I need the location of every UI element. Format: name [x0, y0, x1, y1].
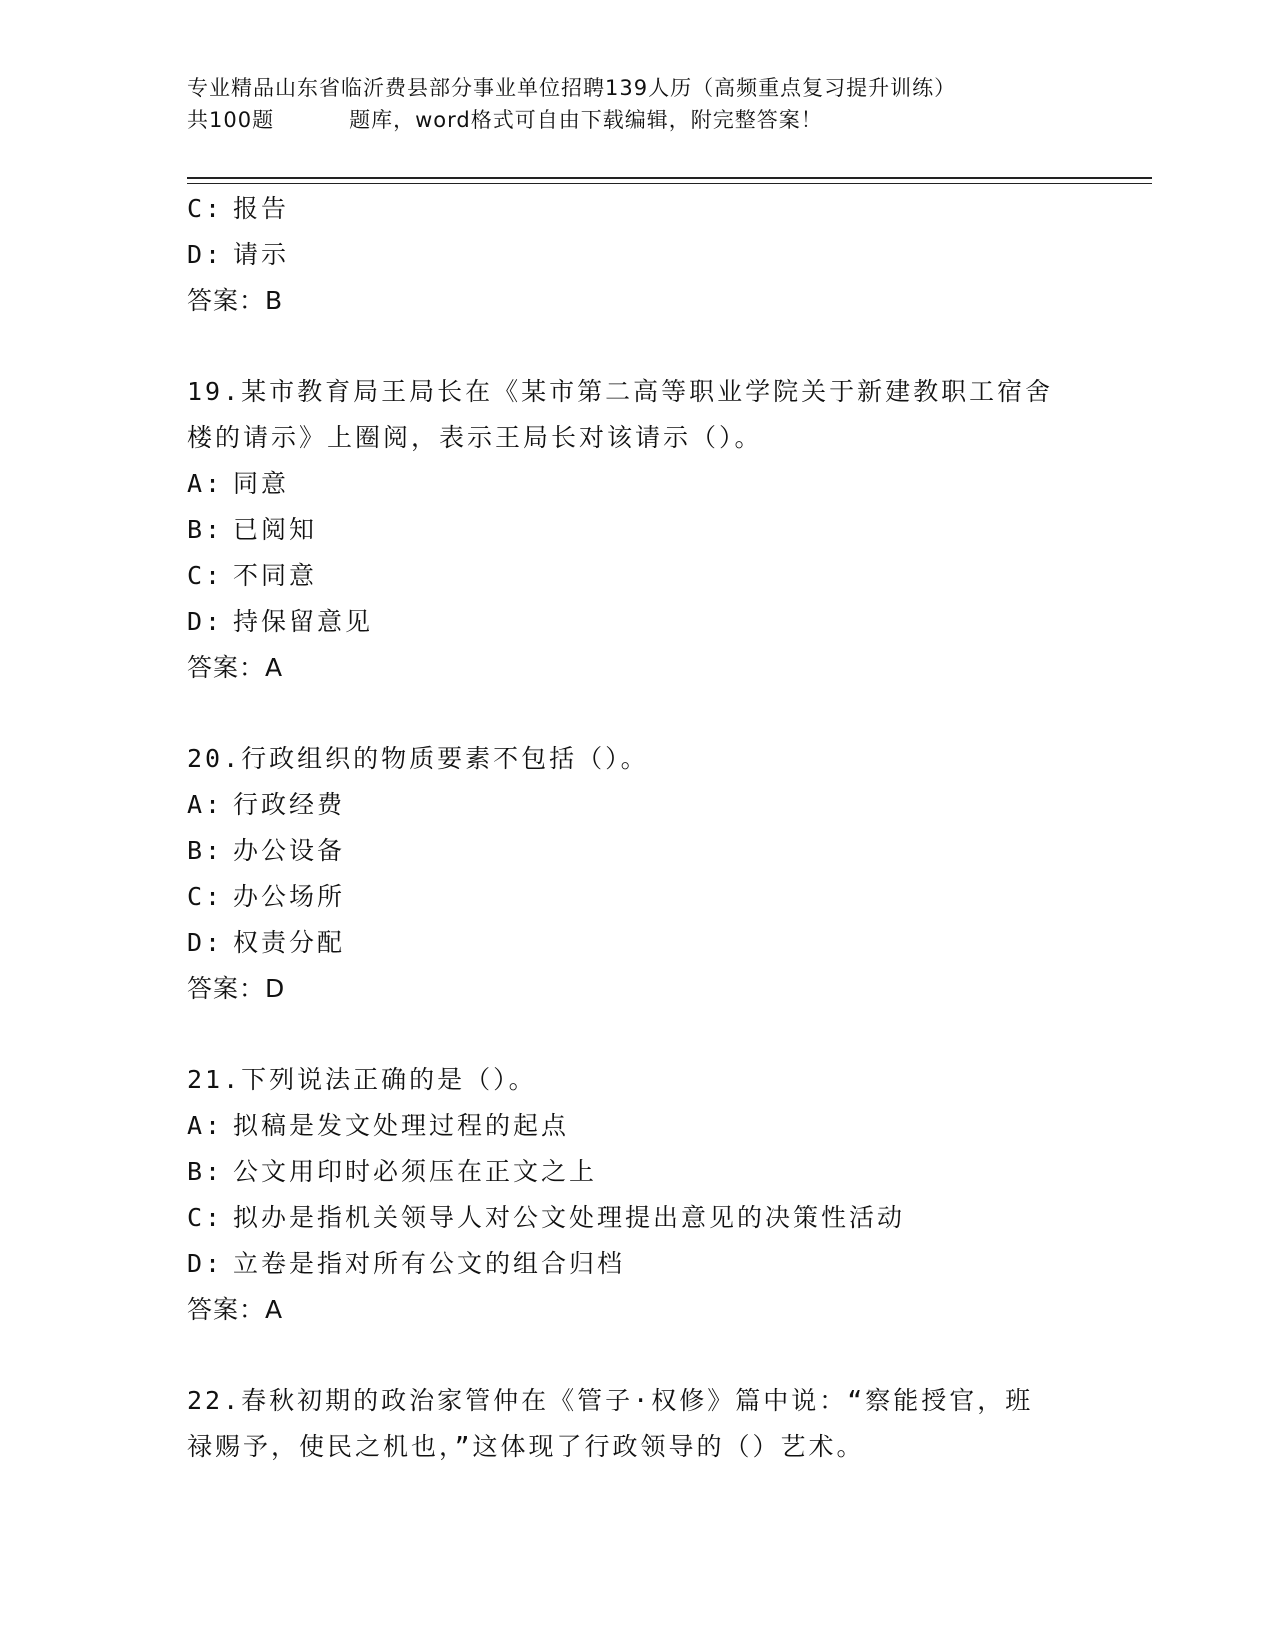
option-a	[187, 782, 1147, 828]
option-text: 拟办是指机关领导人对公文处理提出意见的决策性活动	[233, 1203, 906, 1232]
option-label: A:	[187, 469, 224, 498]
option-label: D:	[187, 240, 224, 269]
option-text: 不同意	[233, 561, 318, 590]
question-list	[187, 186, 1147, 1470]
question-stem: 20.行政组织的物质要素不包括（）。	[187, 744, 649, 773]
option-label: A:	[187, 790, 224, 819]
question-stem: 21.下列说法正确的是（）。	[187, 1065, 537, 1094]
option-d	[187, 1241, 1147, 1287]
question-21	[187, 1057, 1147, 1333]
question-stem: 22.春秋初期的政治家管仲在《管子·权修》篇中说：“察能授官，班	[187, 1386, 1034, 1415]
header-divider-thick	[187, 177, 1152, 179]
option-label: B:	[187, 1157, 224, 1186]
header-divider-thin	[187, 183, 1152, 184]
option-text: 已阅知	[233, 515, 318, 544]
option-text: 请示	[233, 240, 290, 269]
option-label: D:	[187, 928, 224, 957]
option-text: 行政经费	[233, 790, 346, 819]
option-c	[187, 553, 1147, 599]
question-count: 共100题	[187, 108, 275, 132]
option-label: C:	[187, 194, 224, 223]
option-label: B:	[187, 515, 224, 544]
answer-line: 答案：A	[187, 653, 284, 682]
option-label: D:	[187, 1249, 224, 1278]
option-text: 立卷是指对所有公文的组合归档	[233, 1249, 626, 1278]
option-c	[187, 874, 1147, 920]
question-20	[187, 736, 1147, 1012]
option-text: 拟稿是发文处理过程的起点	[233, 1111, 570, 1140]
header-title-line: 专业精品山东省临沂费县部分事业单位招聘139人历（高频重点复习提升训练）	[187, 76, 957, 100]
question-stem: 楼的请示》上圈阅，表示王局长对该请示（）。	[187, 423, 763, 452]
option-text: 同意	[233, 469, 290, 498]
answer-line: 答案：B	[187, 286, 284, 315]
option-label: B:	[187, 836, 224, 865]
question-18-continuation	[187, 186, 1147, 324]
option-label: A:	[187, 1111, 224, 1140]
answer-line: 答案：D	[187, 974, 286, 1003]
question-stem: 禄赐予，使民之机也，”这体现了行政领导的（）艺术。	[187, 1432, 865, 1461]
option-label: D:	[187, 607, 224, 636]
header-subtitle-line	[187, 104, 1147, 136]
option-label: C:	[187, 882, 224, 911]
option-d	[187, 920, 1147, 966]
option-a	[187, 1103, 1147, 1149]
question-stem: 19.某市教育局王局长在《某市第二高等职业学院关于新建教职工宿舍	[187, 377, 1054, 406]
option-label: C:	[187, 561, 224, 590]
option-b	[187, 507, 1147, 553]
option-text: 公文用印时必须压在正文之上	[233, 1157, 598, 1186]
option-text: 办公设备	[233, 836, 346, 865]
option-label: C:	[187, 1203, 224, 1232]
header-description: 题库，word格式可自由下载编辑，附完整答案！	[349, 108, 823, 132]
option-d	[187, 599, 1147, 645]
answer-line: 答案：A	[187, 1295, 284, 1324]
option-c	[187, 186, 1147, 232]
question-22	[187, 1378, 1147, 1470]
option-text: 持保留意见	[233, 607, 374, 636]
option-b	[187, 1149, 1147, 1195]
question-19	[187, 369, 1147, 691]
option-c	[187, 1195, 1147, 1241]
document-header	[187, 72, 1147, 136]
option-text: 权责分配	[233, 928, 346, 957]
option-b	[187, 828, 1147, 874]
option-text: 报告	[233, 194, 290, 223]
option-text: 办公场所	[233, 882, 346, 911]
option-d	[187, 232, 1147, 278]
option-a	[187, 461, 1147, 507]
